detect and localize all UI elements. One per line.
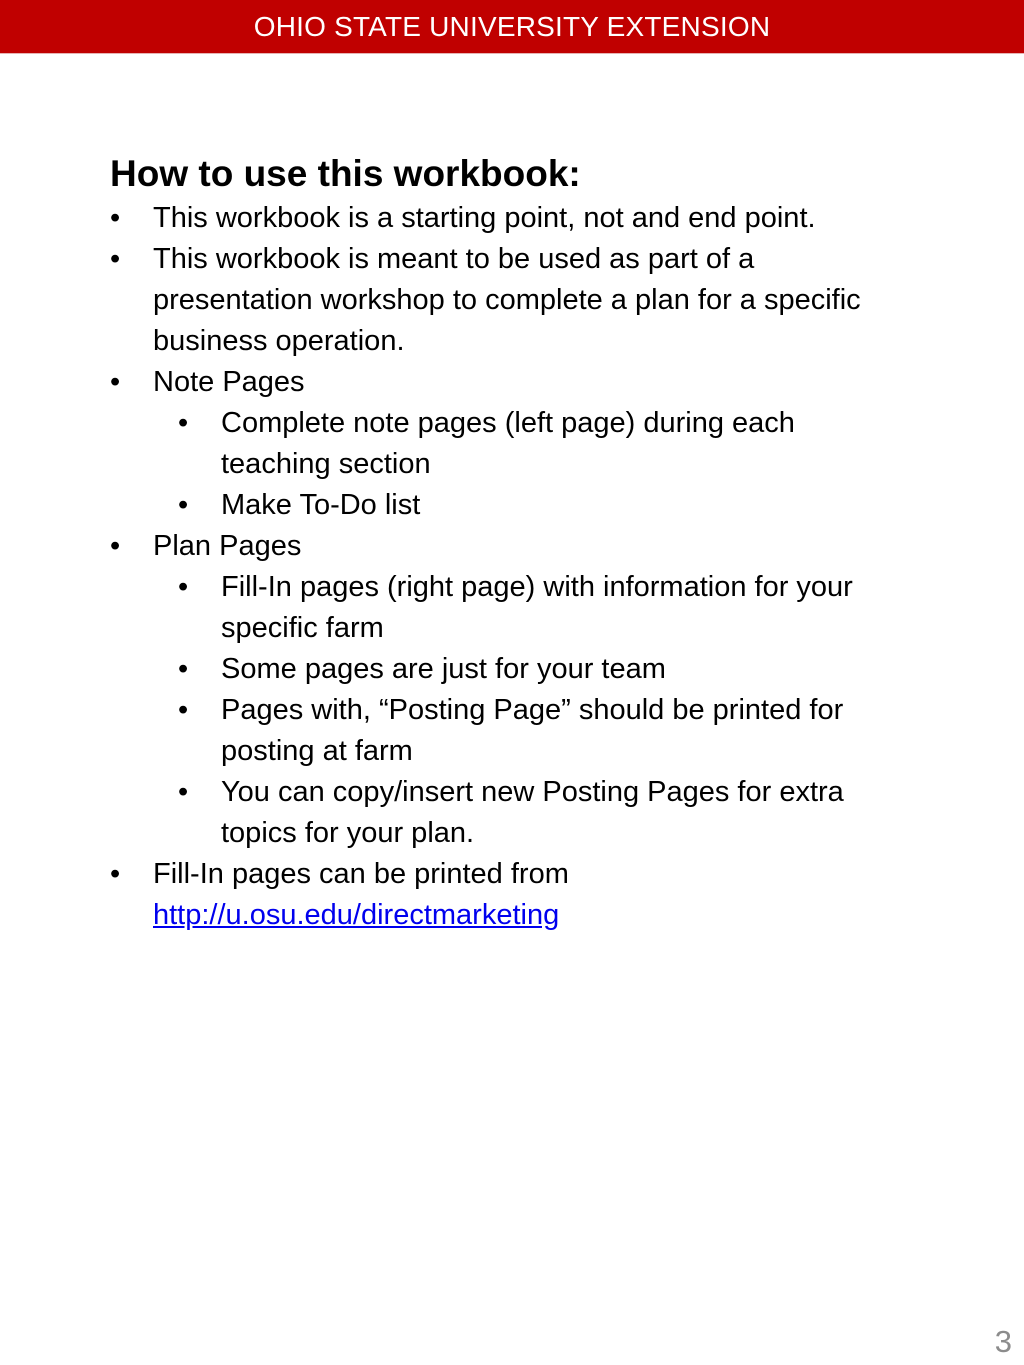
list-item bbox=[110, 854, 910, 936]
list-item-text: Plan Pages bbox=[153, 530, 302, 562]
bullet-icon: • bbox=[178, 653, 189, 685]
list-item-text: This workbook is meant to be used as part of a presentation workshop to complete a plan for a specific business operation. bbox=[153, 243, 861, 357]
sub-list-item bbox=[178, 649, 910, 690]
note-pages-sublist bbox=[178, 403, 910, 526]
sub-list-item-text: Complete note pages (left page) during each teaching section bbox=[221, 407, 795, 480]
sub-list-item-text: You can copy/insert new Posting Pages for extra topics for your plan. bbox=[221, 776, 844, 849]
direct-marketing-link[interactable]: http://u.osu.edu/directmarketing bbox=[153, 899, 560, 931]
plan-pages-sublist bbox=[178, 567, 910, 854]
list-item-text: Note Pages bbox=[153, 366, 305, 398]
sub-list-item bbox=[178, 772, 910, 854]
sub-list-item bbox=[178, 690, 910, 772]
page-number: 3 bbox=[994, 1324, 1012, 1359]
list-item bbox=[110, 526, 910, 854]
bullet-icon: • bbox=[178, 694, 189, 726]
bullet-icon: • bbox=[110, 366, 121, 398]
sub-list-item bbox=[178, 485, 910, 526]
bullet-icon: • bbox=[110, 243, 121, 275]
bullet-icon: • bbox=[110, 858, 121, 890]
bullet-icon: • bbox=[110, 202, 121, 234]
sub-list-item-text: Make To-Do list bbox=[221, 489, 421, 521]
list-item bbox=[110, 198, 910, 239]
bullet-icon: • bbox=[178, 489, 189, 521]
instruction-list bbox=[110, 198, 910, 936]
list-item bbox=[110, 239, 910, 362]
list-item-text: Fill-In pages can be printed from bbox=[153, 858, 569, 890]
workbook-instructions bbox=[110, 150, 910, 936]
header-band bbox=[0, 0, 1024, 54]
list-item bbox=[110, 362, 910, 526]
bullet-icon: • bbox=[178, 776, 189, 808]
bullet-icon: • bbox=[178, 407, 189, 439]
sub-list-item-text: Pages with, “Posting Page” should be printed for posting at farm bbox=[221, 694, 844, 767]
page-heading: How to use this workbook: bbox=[110, 153, 581, 194]
sub-list-item bbox=[178, 567, 910, 649]
sub-list-item-text: Fill-In pages (right page) with information for your specific farm bbox=[221, 571, 853, 644]
list-item-text: This workbook is a starting point, not and end point. bbox=[153, 202, 816, 234]
bullet-icon: • bbox=[110, 530, 121, 562]
sub-list-item-text: Some pages are just for your team bbox=[221, 653, 666, 685]
header-title: OHIO STATE UNIVERSITY EXTENSION bbox=[253, 11, 771, 42]
bullet-icon: • bbox=[178, 571, 189, 603]
sub-list-item bbox=[178, 403, 910, 485]
